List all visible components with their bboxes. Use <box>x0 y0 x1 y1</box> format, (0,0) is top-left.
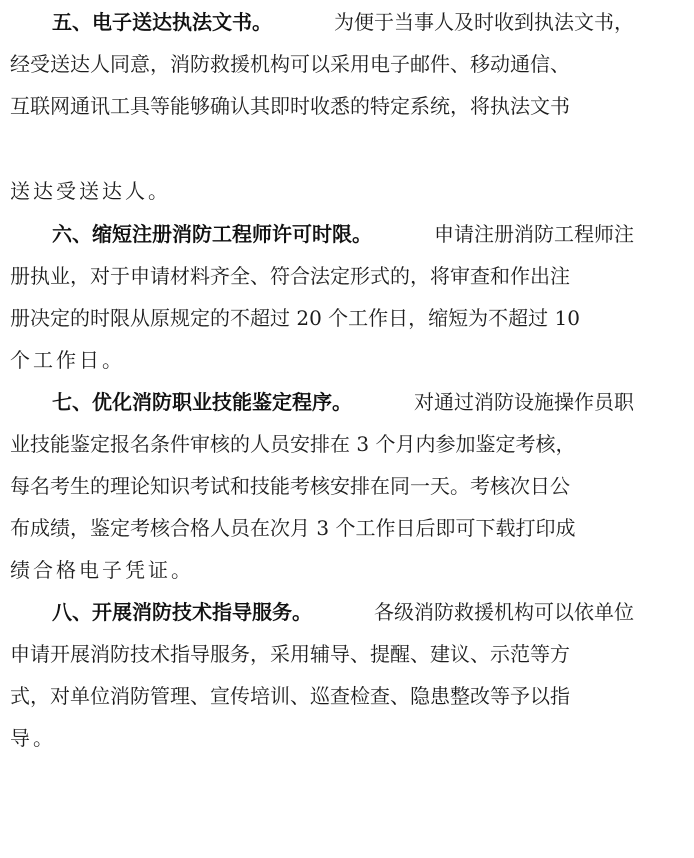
section-8-heading: 八、开展消防技术指导服务。 <box>52 600 312 624</box>
section-6-first-line <box>52 220 634 248</box>
section-6-text-line-4: 个工作日。 <box>10 348 125 372</box>
section-7-text-line-1: 对通过消防设施操作员职 <box>414 390 634 414</box>
section-5-text-line-4: 送达受送达人。 <box>10 179 171 203</box>
section-7-text-line-5: 绩合格电子凭证。 <box>10 558 194 582</box>
section-5-text-line-3: 互联网通讯工具等能够确认其即时收悉的特定系统，将执法文书 <box>10 94 570 118</box>
section-8-first-line <box>52 598 634 626</box>
section-6-text-line-1: 申请注册消防工程师注 <box>434 222 634 246</box>
section-7-first-line <box>52 388 634 416</box>
section-7-text-line-4: 布成绩，鉴定考核合格人员在次月 3 个工作日后即可下载打印成 <box>10 516 576 540</box>
section-7-text-line-2: 业技能鉴定报名条件审核的人员安排在 3 个月内参加鉴定考核， <box>10 432 576 456</box>
section-6-text-line-3: 册决定的时限从原规定的不超过 20 个工作日，缩短为不超过 10 <box>10 306 580 330</box>
section-7-heading: 七、优化消防职业技能鉴定程序。 <box>52 390 352 414</box>
section-8-text-line-2: 申请开展消防技术指导服务，采用辅导、提醒、建议、示范等方 <box>10 642 570 666</box>
section-8-text-line-4: 导。 <box>10 726 56 750</box>
section-5-first-line <box>52 8 634 36</box>
section-5-text-line-1: 为便于当事人及时收到执法文书， <box>334 10 634 34</box>
section-5-text-line-2: 经受送达人同意，消防救援机构可以采用电子邮件、移动通信、 <box>10 52 570 76</box>
section-7-text-line-3: 每名考生的理论知识考试和技能考核安排在同一天。考核次日公 <box>10 474 570 498</box>
section-8-text-line-1: 各级消防救援机构可以依单位 <box>374 600 634 624</box>
section-6-text-line-2: 册执业，对于申请材料齐全、符合法定形式的，将审查和作出注 <box>10 264 570 288</box>
section-5-heading: 五、电子送达执法文书。 <box>52 10 272 34</box>
section-8-text-line-3: 式，对单位消防管理、宣传培训、巡查检查、隐患整改等予以指 <box>10 684 570 708</box>
section-6-heading: 六、缩短注册消防工程师许可时限。 <box>52 222 372 246</box>
